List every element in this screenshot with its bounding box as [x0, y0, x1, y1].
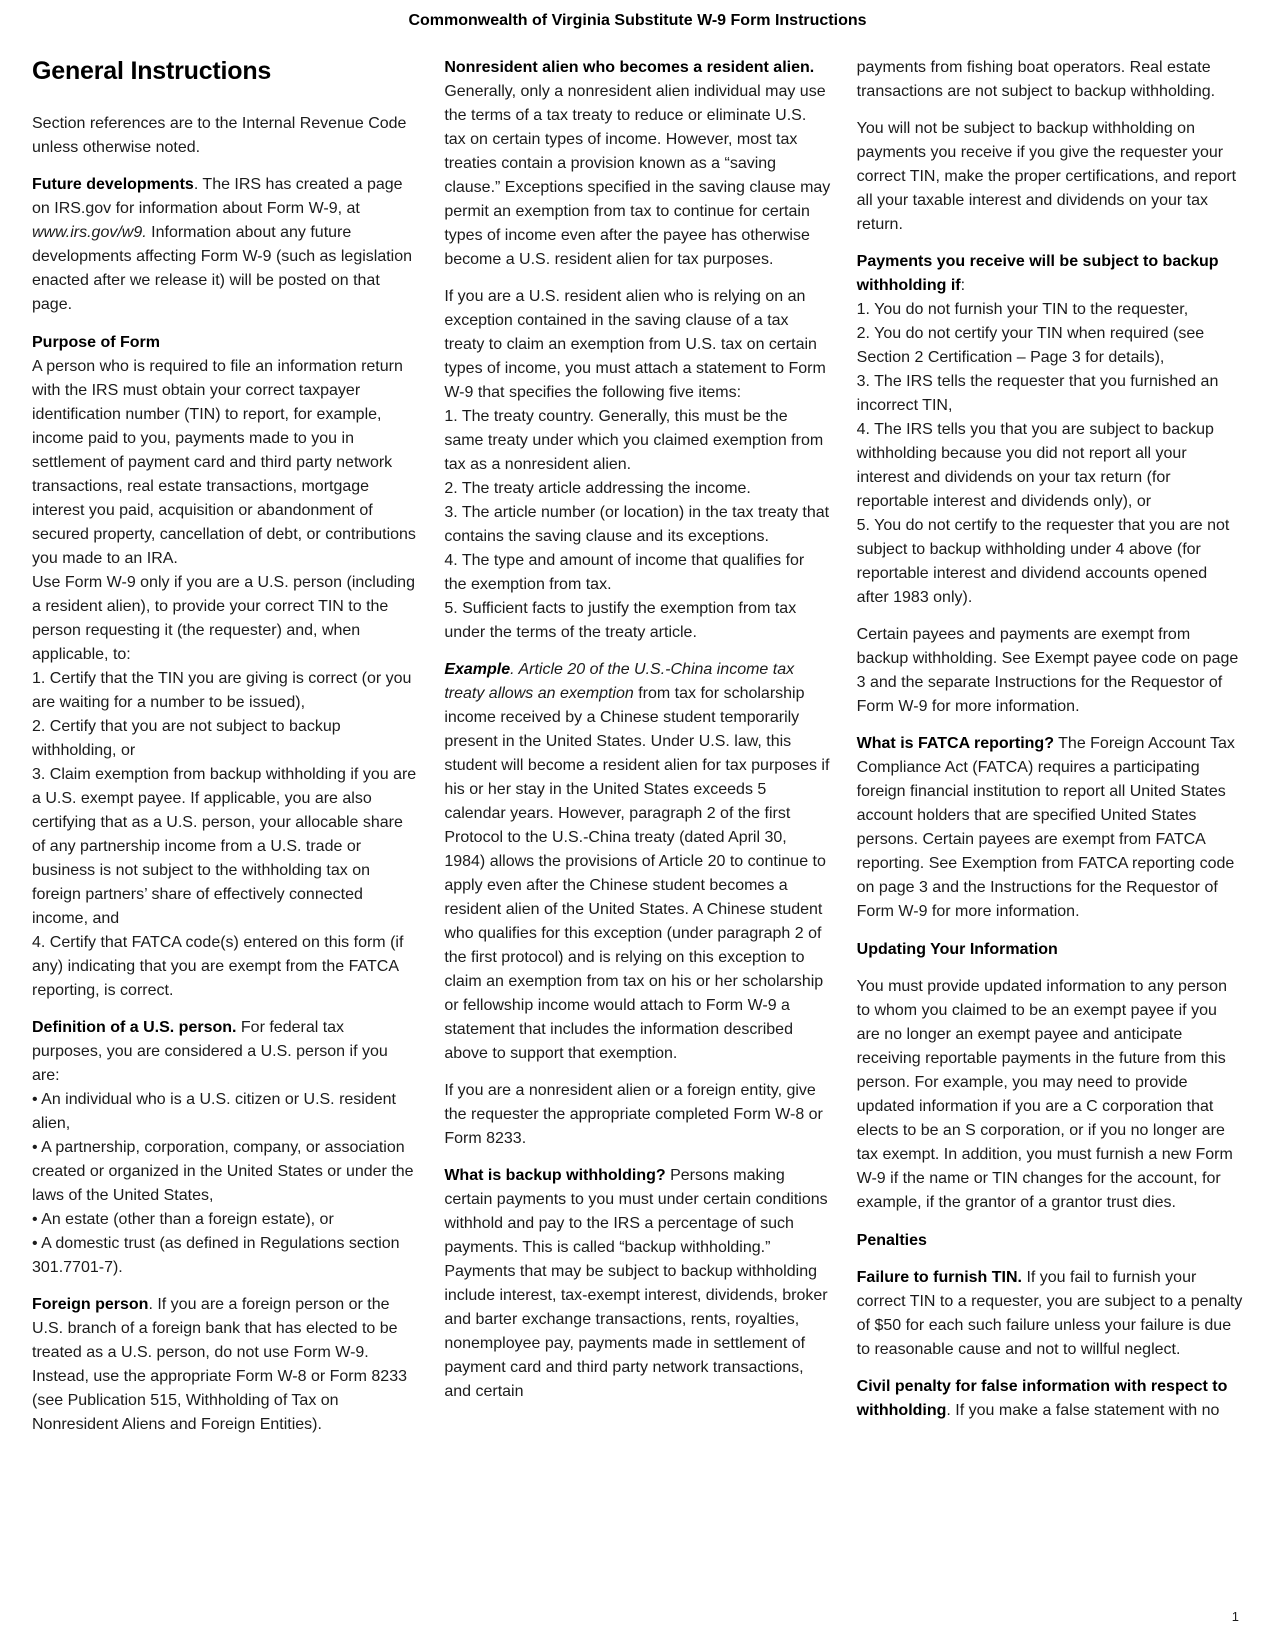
text-run: If you fail to furnish your correct TIN to a requester, you are subject to a penalty of $50 for each such failure unless your failure is due to reasonable cause and not to willful neglect. — [856, 1269, 1243, 1358]
columns — [32, 56, 1243, 1437]
text-run: 1. Certify that the TIN you are giving is correct (or you are waiting for a number to be issued), — [32, 670, 412, 711]
paragraph — [444, 549, 830, 597]
text-run: Section references are to the Internal Revenue Code unless otherwise noted. — [32, 115, 407, 156]
text-run: If you are a U.S. resident alien who is relying on an exception contained in the saving clause of a tax treaty to claim an exemption from U.S. tax on certain types of income, you must attach a statement to Form W-9 that specifies the following five items: — [444, 288, 826, 401]
text-run: 1. The treaty country. Generally, this must be the same treaty under which you claimed exemption from tax as a nonresident alien. — [444, 408, 824, 473]
paragraph — [857, 732, 1243, 924]
text-run: • An estate (other than a foreign estate), or — [32, 1211, 334, 1228]
text-run: Definition of a U.S. person. — [32, 1019, 237, 1036]
text-run: A person who is required to file an information return with the IRS must obtain your correct taxpayer identification number (TIN) to report, for example, income paid to you, payments made to you in settlement of payment card and third party network transactions, real estate transactions, mortgage interest you paid, acquisition or abandonment of secured property, cancellation of debt, or contributions you made to an IRA. — [32, 358, 416, 567]
paragraph — [444, 501, 830, 549]
text-run: 4. The type and amount of income that qualifies for the exemption from tax. — [444, 552, 805, 593]
paragraph — [857, 298, 1243, 322]
text-run: Penalties — [856, 1232, 927, 1249]
paragraph — [32, 763, 418, 931]
text-run: 3. Claim exemption from backup withholding if you are a U.S. exempt payee. If applicable, you are also certifying that as a U.S. person, your allocable share of any partnership income from a U.S. trade or business is not subject to the withholding tax on foreign partners’ share of effectively connected income, and — [32, 766, 417, 927]
paragraph — [32, 1088, 418, 1136]
paragraph — [857, 1375, 1243, 1423]
paragraph — [857, 1266, 1243, 1362]
text-run: What is backup withholding? — [444, 1167, 666, 1184]
text-run: • A domestic trust (as defined in Regulations section 301.7701-7). — [32, 1235, 400, 1276]
text-run: Purpose of Form — [32, 334, 161, 351]
text-run: 5. You do not certify to the requester that you are not subject to backup withholding under 4 above (for reportable interest and dividend accounts opened after 1983 only). — [856, 517, 1230, 606]
section-heading — [32, 331, 418, 355]
document-section-title — [32, 56, 418, 86]
page-number: 1 — [1231, 1609, 1239, 1624]
text-run: Generally, only a nonresident alien individual may use the terms of a tax treaty to reduce or eliminate U.S. tax on certain types of income. However, most tax treaties contain a provision known as a “saving clause.” Exceptions specified in the saving clause may permit an exemption from tax to continue for certain types of income even after the payee has otherwise become a U.S. resident alien for tax purposes. — [444, 83, 831, 268]
paragraph — [444, 1164, 830, 1404]
column-1 — [32, 56, 418, 1437]
text-run: Use Form W-9 only if you are a U.S. person (including a resident alien), to provide your correct TIN to the person requesting it (the requester) and, when applicable, to: — [32, 574, 415, 663]
paragraph — [857, 117, 1243, 237]
paragraph — [444, 597, 830, 645]
paragraph — [32, 1016, 418, 1088]
text-run: www.irs.gov/w9. — [32, 224, 147, 241]
paragraph — [32, 1232, 418, 1280]
paragraph — [444, 477, 830, 501]
column-2 — [444, 56, 830, 1437]
column-3 — [857, 56, 1243, 1437]
section-heading — [857, 938, 1243, 962]
text-run: Information about any future developments affecting Form W-9 (such as legislation enacted after we release it) will be posted on that page. — [32, 224, 413, 313]
text-run: from tax for scholarship income received by a Chinese student temporarily present in the United States. Under U.S. law, this student will become a resident alien for tax purposes if his or her stay in the United States exceeds 5 calendar years. However, paragraph 2 of the first Protocol to the U.S.-China treaty (dated April 30, 1984) allows the provisions of Article 20 to continue to apply even after the Chinese student becomes a resident alien of the United States. A Chinese student who qualifies for this exception (under paragraph 2 of the first protocol) and is relying on this exception to claim an exemption from tax on his or her scholarship or fellowship income would attach to Form W-9 a statement that includes the information described above to support that exemption. — [444, 685, 830, 1062]
text-run: . Article 20 of the U.S.-China income tax treaty allows an exemption — [444, 661, 795, 702]
text-run: 5. Sufficient facts to justify the exemption from tax under the terms of the treaty article. — [444, 600, 797, 641]
text-run: What is FATCA reporting? — [856, 735, 1054, 752]
text-run: Persons making certain payments to you must under certain conditions withhold and pay to the IRS a percentage of such payments. This is called “backup withholding.” Payments that may be subject to backup withholding include interest, tax-exempt interest, dividends, broker and barter exchange transactions, rents, royalties, nonemployee pay, payments made in settlement of payment card and third party network transactions, and certain — [444, 1167, 828, 1400]
text-run: For federal tax purposes, you are considered a U.S. person if you are: — [32, 1019, 388, 1084]
text-run: 2. You do not certify your TIN when required (see Section 2 Certification – Page 3 for details), — [856, 325, 1205, 366]
paragraph — [32, 173, 418, 317]
text-run: 4. The IRS tells you that you are subject to backup withholding because you did not report all your interest and dividends on your tax return (for reportable interest and dividends only), or — [856, 421, 1214, 510]
text-run: . If you make a false statement with no — [946, 1402, 1220, 1419]
text-run: • An individual who is a U.S. citizen or U.S. resident alien, — [32, 1091, 396, 1132]
text-run: General Instructions — [32, 57, 272, 85]
paragraph — [857, 418, 1243, 514]
text-run: Updating Your Information — [856, 941, 1058, 958]
text-run: Nonresident alien who becomes a resident alien. — [444, 59, 815, 76]
paragraph — [32, 355, 418, 571]
paragraph — [857, 370, 1243, 418]
text-run: Civil penalty for false information with respect to withholding — [856, 1378, 1228, 1419]
text-run: 3. The article number (or location) in the tax treaty that contains the saving clause and its exceptions. — [444, 504, 830, 545]
section-heading — [857, 1229, 1243, 1253]
paragraph — [444, 405, 830, 477]
paragraph — [857, 514, 1243, 610]
paragraph — [32, 1208, 418, 1232]
text-run: The Foreign Account Tax Compliance Act (FATCA) requires a participating foreign financial institution to report all United States account holders that are specified United States persons. Certain payees are exempt from FATCA reporting. See Exemption from FATCA reporting code on page 3 and the Instructions for the Requestor of Form W-9 for more information. — [856, 735, 1235, 920]
text-run: 1. You do not furnish your TIN to the requester, — [856, 301, 1189, 318]
paragraph — [32, 571, 418, 667]
text-run: If you are a nonresident alien or a foreign entity, give the requester the appropriate completed Form W-8 or Form 8233. — [444, 1082, 823, 1147]
paragraph — [32, 715, 418, 763]
text-run: : — [960, 277, 966, 294]
paragraph — [32, 1136, 418, 1208]
paragraph — [32, 1293, 418, 1437]
text-run: 2. Certify that you are not subject to backup withholding, or — [32, 718, 341, 759]
paragraph — [444, 1079, 830, 1151]
text-run: Example — [444, 661, 511, 678]
text-run: Certain payees and payments are exempt from backup withholding. See Exempt payee code on page 3 and the separate Instructions for the Requestor of Form W-9 for more information. — [856, 626, 1239, 715]
text-run: You will not be subject to backup withholding on payments you receive if you give the requester your correct TIN, make the proper certifications, and report all your taxable interest and dividends on your tax return. — [856, 120, 1237, 233]
paragraph — [857, 250, 1243, 298]
paragraph — [444, 285, 830, 405]
paragraph — [444, 56, 830, 272]
paragraph — [857, 975, 1243, 1215]
text-run: payments from fishing boat operators. Real estate transactions are not subject to backup withholding. — [856, 59, 1216, 100]
document-title: Commonwealth of Virginia Substitute W-9 Form Instructions — [408, 12, 867, 29]
paragraph — [32, 667, 418, 715]
text-run: Payments you receive will be subject to backup withholding if — [856, 253, 1219, 294]
text-run: 2. The treaty article addressing the income. — [444, 480, 751, 497]
text-run: Failure to furnish TIN. — [856, 1269, 1022, 1286]
paragraph — [444, 658, 830, 1066]
paragraph — [857, 623, 1243, 719]
text-run: 4. Certify that FATCA code(s) entered on this form (if any) indicating that you are exempt from the FATCA reporting, is correct. — [32, 934, 404, 999]
text-run: Future developments — [32, 176, 194, 193]
paragraph — [857, 322, 1243, 370]
paragraph — [32, 931, 418, 1003]
paragraph — [857, 56, 1243, 104]
text-run: Foreign person — [32, 1296, 149, 1313]
text-run: • A partnership, corporation, company, or association created or organized in the United States or under the laws of the United States, — [32, 1139, 414, 1204]
text-run: . The IRS has created a page on IRS.gov for information about Form W-9, at — [32, 176, 403, 217]
text-run: . If you are a foreign person or the U.S. branch of a foreign bank that has elected to be treated as a U.S. person, do not use Form W-9. Instead, use the appropriate Form W-8 or Form 8233 (see Publication 515, Withholding of Tax on Nonresident Aliens and Foreign Entities). — [32, 1296, 407, 1433]
text-run: 3. The IRS tells the requester that you furnished an incorrect TIN, — [856, 373, 1219, 414]
text-run: You must provide updated information to any person to whom you claimed to be an exempt payee if you are no longer an exempt payee and anticipate receiving reportable payments in the future from this person. For example, you may need to provide updated information if you are a C corporation that elects to be an S corporation, or if you no longer are tax exempt. In addition, you must furnish a new Form W-9 if the name or TIN changes for the account, for example, if the grantor of a grantor trust dies. — [856, 978, 1233, 1211]
paragraph — [32, 112, 418, 160]
